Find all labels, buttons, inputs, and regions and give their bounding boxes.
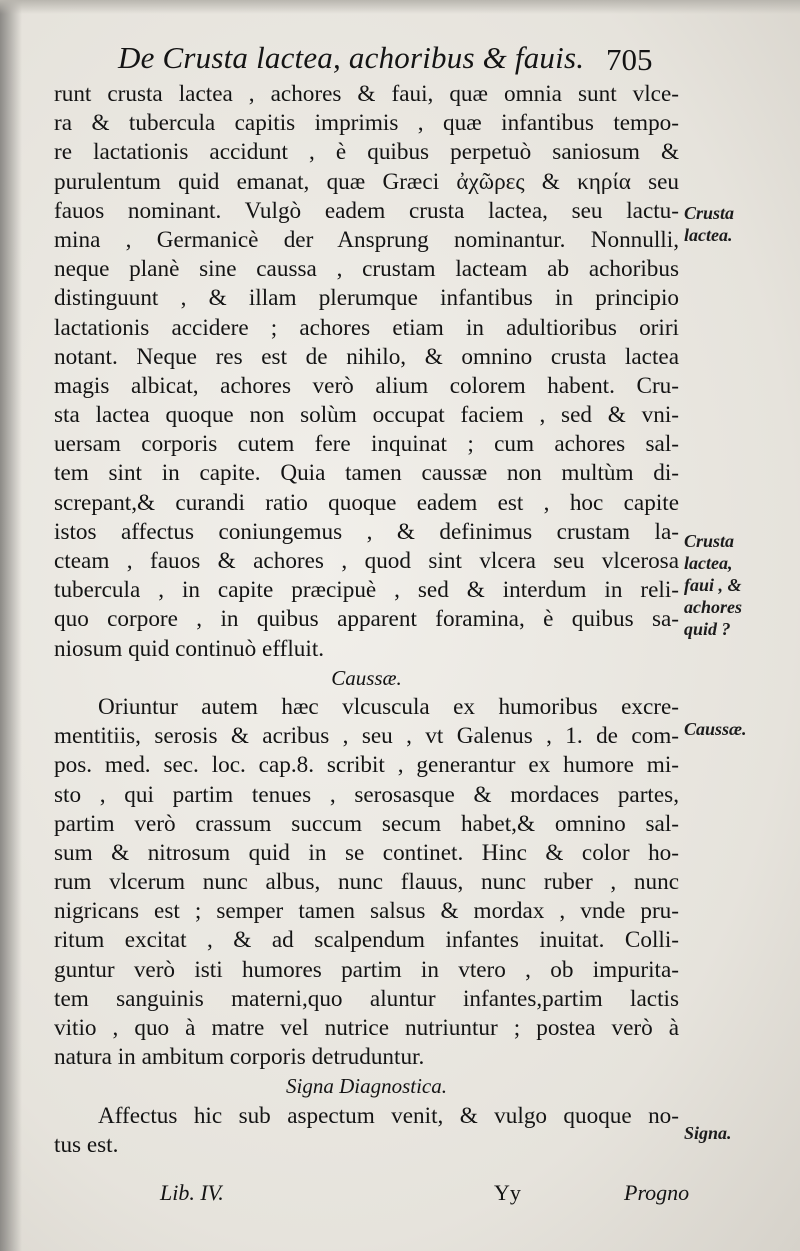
signature-mark-book: Lib. IV.	[160, 1180, 224, 1205]
text-line: ritum excitat , & ad scalpendum infantes inuitat. Colli-	[54, 927, 679, 954]
text-line: tem sanguinis materni,quo aluntur infantes,partim lactis	[54, 985, 679, 1012]
text-line: lactationis accidere ; achores etiam in adultioribus oriri	[54, 314, 679, 341]
section-heading-signa: Signa Diagnostica.	[286, 1074, 447, 1099]
catchword: Progno	[624, 1180, 690, 1205]
text-line: re lactationis accidunt , è quibus perpetuò saniosum &	[54, 139, 679, 166]
text-line: guntur verò isti humores partim in vtero , ob impurita-	[54, 956, 679, 983]
text-line: cteam , fauos & achores , quod sint vlcera seu vlcerosa	[54, 548, 679, 574]
text-line: mentitiis, serosis & acribus , seu , vt Galenus , 1. de com-	[54, 723, 679, 750]
text-line: uersam corporis cutem fere inquinat ; cum achores sal-	[54, 431, 679, 458]
margin-note-line: faui , &	[684, 575, 742, 595]
text-line: screpant,& curandi ratio quoque eadem est , hoc capite	[54, 489, 679, 516]
signature-mark-gathering: Yy	[494, 1180, 521, 1205]
text-line: natura in ambitum corporis detruduntur.	[54, 1044, 425, 1071]
text-line: rum vlcerum nunc albus, nunc flauus, nunc ruber , nunc	[54, 869, 679, 896]
text-line: quo corpore , in quibus apparent foramina, è quibus sa-	[54, 606, 679, 633]
text-line: tubercula , in capite præcipuè , sed & interdum in reli-	[54, 577, 679, 604]
text-line: partim verò crassum succum secum habet,& omnino sal-	[54, 810, 679, 837]
text-line: magis albicat, achores verò alium colorem habent. Cru-	[54, 372, 679, 399]
margin-note-line: Crusta	[684, 203, 735, 223]
text-line: tus est.	[54, 1131, 119, 1158]
margin-note-line: Crusta	[684, 531, 735, 551]
margin-note-line: lactea,	[684, 553, 733, 573]
text-line: distinguunt , & illam plerumque infantibus in principio	[54, 285, 679, 312]
text-line: istos affectus coniungemus , & definimus crustam la-	[54, 518, 679, 545]
text-line: vitio , quo à matre vel nutrice nutriuntur ; postea verò à	[54, 1015, 679, 1041]
text-line: sum & nitrosum quid in se continet. Hinc & color ho-	[54, 839, 679, 866]
margin-note-crusta-lactea	[684, 202, 734, 246]
text-line: sta lactea quoque non solùm occupat faciem , sed & vni-	[54, 402, 679, 429]
main-text	[54, 80, 679, 1160]
margin-note-caussae: Caussæ.	[684, 719, 747, 739]
text-line: Oriuntur autem hæc vlcuscula ex humoribus excre-	[98, 693, 679, 720]
text-line: fauos nominant. Vulgò eadem crusta lactea, seu lactu-	[54, 197, 679, 224]
text-line: runt crusta lactea , achores & faui, quæ omnia sunt vlce-	[54, 81, 679, 107]
margin-note-line: lactea.	[684, 225, 733, 245]
text-line: niosum quid continuò effluit.	[54, 635, 325, 662]
margin-note-signa: Signa.	[684, 1123, 732, 1143]
text-line: tem sint in capite. Quia tamen caussæ non multùm di-	[54, 460, 679, 487]
margin-note-definition	[684, 530, 742, 640]
text-line: notant. Neque res est de nihilo, & omnino crusta lactea	[54, 343, 679, 370]
text-line: purulentum quid emanat, quæ Græci ἀχῶρες & κηρία seu	[54, 168, 679, 195]
running-title: De Crusta lactea, achoribus & fauis.	[118, 40, 585, 75]
section-heading-caussae: Caussæ.	[331, 665, 402, 690]
text-line: pos. med. sec. loc. cap.8. scribit , generantur ex humore mi-	[54, 752, 679, 779]
text-line: neque planè sine caussa , crustam lacteam ab achoribus	[54, 256, 679, 283]
page-number: 705	[606, 42, 653, 77]
margin-note-line: quid ?	[684, 619, 731, 639]
margin-note-line: achores	[684, 597, 742, 617]
text-line: mina , Germanicè der Ansprung nominantur. Nonnulli,	[54, 226, 679, 253]
text-line: ra & tubercula capitis imprimis , quæ infantibus tempo-	[54, 110, 679, 137]
text-line: Affectus hic sub aspectum venit, & vulgo quoque no-	[98, 1102, 679, 1129]
text-line: sto , qui partim tenues , serosasque & mordaces partes,	[54, 781, 679, 808]
text-line: nigricans est ; semper tamen salsus & mordax , vnde pru-	[54, 898, 679, 925]
